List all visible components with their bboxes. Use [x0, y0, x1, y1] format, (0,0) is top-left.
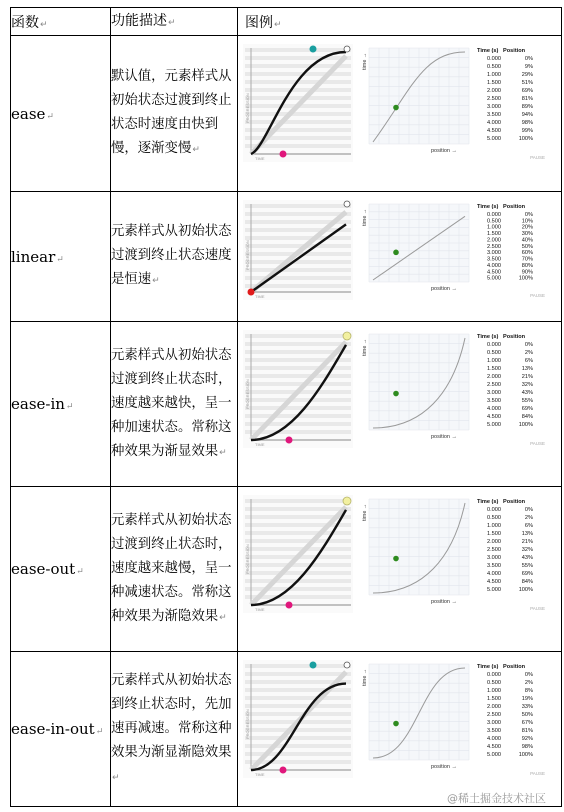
time-position-plot — [362, 664, 469, 770]
time-value: 2.500 — [487, 96, 501, 102]
function-name: ease-in-out↵ — [11, 652, 111, 807]
function-description: 元素样式从初始状态过渡到终止状态时，速度越来越慢，呈一种减速状态。常称这种效果为渐隐效果↵ — [111, 487, 238, 652]
easing-figure-ease-in-out — [243, 660, 548, 778]
time-header: Time (s) — [477, 334, 499, 340]
green-dot — [393, 721, 399, 727]
time-header: Time (s) — [477, 499, 499, 505]
time-value: 1.500 — [487, 80, 501, 86]
easing-figure-svg — [243, 330, 548, 448]
position-value: 100% — [518, 136, 533, 142]
position-value: 89% — [521, 104, 533, 110]
position-header: Position — [503, 48, 526, 54]
position-value: 100% — [518, 752, 533, 758]
function-name: ease-in↵ — [11, 322, 111, 487]
time-value: 4.000 — [487, 736, 501, 742]
position-value: 21% — [521, 374, 533, 380]
green-dot — [393, 105, 399, 111]
yellow-dot — [343, 497, 351, 505]
position-value: 20% — [521, 224, 533, 231]
magenta-dot — [280, 767, 287, 774]
preview-stripe — [245, 128, 351, 132]
time-value: 3.500 — [487, 256, 501, 263]
position-value: 40% — [521, 237, 533, 244]
time-value: 4.000 — [487, 571, 501, 577]
time-value: 0.000 — [487, 507, 501, 513]
time-position-plot — [362, 334, 469, 440]
preview-stripe — [245, 212, 351, 216]
position-value: 69% — [521, 571, 533, 577]
time-value: 4.000 — [487, 262, 501, 269]
position-value: 6% — [524, 523, 533, 529]
yellow-dot — [343, 332, 351, 340]
time-value: 2.000 — [487, 88, 501, 94]
end-dot — [344, 662, 350, 668]
position-value: 100% — [518, 587, 533, 593]
time-value: 1.000 — [487, 358, 501, 364]
animation-preview — [243, 330, 353, 448]
function-description: 元素样式从初始状态过渡到终止状态时，速度越来越快，呈一种加速状态。常称这种效果为渐显效果↵ — [111, 322, 238, 487]
preview-stripe — [245, 204, 351, 208]
function-name: ease↵ — [11, 36, 111, 192]
time-value: 0.000 — [487, 56, 501, 62]
green-dot — [393, 556, 399, 562]
progression-label: PROGRESSION — [245, 544, 250, 574]
time-value: 0.500 — [487, 680, 501, 686]
position-value: 55% — [521, 563, 533, 569]
time-value: 2.000 — [487, 539, 501, 545]
preview-stripe — [245, 260, 351, 264]
time-value: 0.000 — [487, 342, 501, 348]
preview-stripe — [245, 374, 351, 378]
header-description: 功能描述↵ — [111, 8, 238, 36]
time-value: 1.500 — [487, 696, 501, 702]
preview-stripe — [245, 88, 351, 92]
preview-stripe — [245, 539, 351, 543]
position-value: 33% — [521, 704, 533, 710]
time-value: 2.500 — [487, 547, 501, 553]
position-value: 100% — [518, 275, 533, 282]
preview-stripe — [245, 268, 351, 272]
preview-stripe — [245, 120, 351, 124]
time-small-label: TIME — [255, 156, 265, 161]
time-value: 3.000 — [487, 250, 501, 257]
time-small-label: TIME — [255, 294, 265, 299]
value-table — [477, 499, 545, 611]
position-header: Position — [503, 334, 526, 340]
position-axis-label: position → — [431, 434, 457, 440]
position-axis-label: position → — [431, 764, 457, 770]
position-value: 29% — [521, 72, 533, 78]
red-dot — [248, 289, 255, 296]
position-header: Position — [503, 204, 526, 210]
position-value: 84% — [521, 414, 533, 420]
watermark: @稀土掘金技术社区 — [447, 792, 546, 805]
position-value: 80% — [521, 262, 533, 269]
position-value: 2% — [524, 680, 533, 686]
position-value: 21% — [521, 539, 533, 545]
value-table — [477, 334, 545, 446]
animation-preview — [243, 44, 353, 162]
cyan-dot — [310, 46, 317, 53]
pause-label: PAUSE — [530, 155, 545, 160]
time-header: Time (s) — [477, 664, 499, 670]
position-value: 98% — [521, 120, 533, 126]
magenta-dot — [280, 151, 287, 158]
preview-stripe — [245, 499, 351, 503]
time-value: 0.000 — [487, 672, 501, 678]
preview-stripe — [245, 696, 351, 700]
time-header: Time (s) — [477, 204, 499, 210]
time-axis-label: time → — [362, 668, 368, 686]
position-value: 10% — [521, 218, 533, 225]
preview-stripe — [245, 672, 351, 676]
easing-figure-cell — [238, 322, 562, 487]
position-axis-label: position → — [431, 148, 457, 154]
time-value: 1.500 — [487, 366, 501, 372]
time-small-label: TIME — [255, 442, 265, 447]
position-value: 32% — [521, 547, 533, 553]
header-row — [11, 8, 562, 36]
time-small-label: TIME — [255, 772, 265, 777]
time-small-label: TIME — [255, 607, 265, 612]
time-value: 5.000 — [487, 422, 501, 428]
time-value: 3.000 — [487, 555, 501, 561]
time-value: 0.500 — [487, 218, 501, 225]
time-value: 1.000 — [487, 224, 501, 231]
position-value: 13% — [521, 366, 533, 372]
preview-stripe — [245, 382, 351, 386]
position-value: 94% — [521, 112, 533, 118]
easing-figure-cell — [238, 652, 562, 807]
progression-label: PROGRESSION — [245, 709, 250, 739]
position-value: 51% — [521, 80, 533, 86]
time-value: 1.500 — [487, 531, 501, 537]
time-axis-label: time → — [362, 52, 368, 70]
easing-figure-ease-out — [243, 495, 548, 613]
position-value: 8% — [524, 688, 533, 694]
preview-stripe — [245, 398, 351, 402]
position-value: 2% — [524, 350, 533, 356]
green-dot — [393, 250, 399, 256]
time-position-plot — [362, 204, 469, 292]
row-ease — [11, 36, 562, 192]
time-value: 5.000 — [487, 752, 501, 758]
preview-stripe — [245, 72, 351, 76]
position-value: 2% — [524, 515, 533, 521]
animation-preview — [243, 660, 353, 778]
time-value: 4.500 — [487, 414, 501, 420]
preview-stripe — [245, 664, 351, 668]
position-value: 0% — [524, 507, 533, 513]
preview-stripe — [245, 96, 351, 100]
position-value: 0% — [524, 342, 533, 348]
animation-preview — [243, 200, 353, 300]
position-value: 50% — [521, 712, 533, 718]
preview-stripe — [245, 728, 351, 732]
magenta-dot — [286, 437, 293, 444]
pause-label: PAUSE — [530, 606, 545, 611]
position-value: 0% — [524, 56, 533, 62]
preview-stripe — [245, 112, 351, 116]
position-value: 69% — [521, 88, 533, 94]
time-axis-label: time → — [362, 338, 368, 356]
time-value: 3.500 — [487, 728, 501, 734]
pause-label: PAUSE — [530, 441, 545, 446]
position-value: 99% — [521, 128, 533, 134]
header-legend: 图例↵ — [238, 8, 562, 36]
time-value: 4.500 — [487, 744, 501, 750]
time-value: 2.000 — [487, 704, 501, 710]
animation-preview — [243, 495, 353, 613]
end-dot — [344, 201, 350, 207]
position-header: Position — [503, 664, 526, 670]
time-value: 5.000 — [487, 587, 501, 593]
position-value: 60% — [521, 250, 533, 257]
preview-stripe — [245, 704, 351, 708]
preview-stripe — [245, 406, 351, 410]
preview-stripe — [245, 752, 351, 756]
position-value: 50% — [521, 243, 533, 250]
position-value: 32% — [521, 382, 533, 388]
position-value: 84% — [521, 579, 533, 585]
easing-figure-svg — [243, 200, 548, 300]
row-ease-out — [11, 487, 562, 652]
time-value: 3.500 — [487, 398, 501, 404]
position-value: 6% — [524, 358, 533, 364]
position-value: 90% — [521, 269, 533, 276]
preview-stripe — [245, 342, 351, 346]
time-value: 2.500 — [487, 712, 501, 718]
time-value: 2.500 — [487, 382, 501, 388]
time-value: 1.000 — [487, 72, 501, 78]
position-value: 43% — [521, 390, 533, 396]
easing-figure-cell — [238, 487, 562, 652]
function-description: 元素样式从初始状态过渡到终止状态速度是恒速↵ — [111, 192, 238, 322]
position-value: 0% — [524, 212, 533, 218]
value-table — [477, 204, 545, 298]
preview-stripe — [245, 547, 351, 551]
preview-stripe — [245, 244, 351, 248]
preview-stripe — [245, 563, 351, 567]
easing-figure-ease — [243, 44, 548, 162]
preview-stripe — [245, 366, 351, 370]
time-value: 2.000 — [487, 237, 501, 244]
value-table — [477, 48, 545, 160]
end-dot — [344, 46, 350, 52]
time-value: 4.500 — [487, 128, 501, 134]
preview-stripe — [245, 736, 351, 740]
easing-figure-cell — [238, 192, 562, 322]
green-dot — [393, 391, 399, 397]
position-value: 70% — [521, 256, 533, 263]
pause-label: PAUSE — [530, 293, 545, 298]
position-value: 67% — [521, 720, 533, 726]
time-value: 4.500 — [487, 579, 501, 585]
easing-figure-cell — [238, 36, 562, 192]
position-header: Position — [503, 499, 526, 505]
position-value: 30% — [521, 231, 533, 238]
time-value: 4.000 — [487, 406, 501, 412]
preview-stripe — [245, 276, 351, 280]
time-axis-label: time → — [362, 208, 368, 226]
preview-stripe — [245, 56, 351, 60]
time-axis-label: time → — [362, 503, 368, 521]
preview-stripe — [245, 744, 351, 748]
time-value: 1.500 — [487, 231, 501, 238]
time-value: 0.000 — [487, 212, 501, 218]
time-value: 0.500 — [487, 64, 501, 70]
preview-stripe — [245, 136, 351, 140]
easing-figure-svg — [243, 660, 548, 778]
position-value: 9% — [524, 64, 533, 70]
preview-stripe — [245, 507, 351, 511]
time-value: 2.000 — [487, 374, 501, 380]
position-value: 43% — [521, 555, 533, 561]
easing-figure-svg — [243, 44, 548, 162]
time-value: 3.000 — [487, 104, 501, 110]
time-value: 0.500 — [487, 350, 501, 356]
cyan-dot — [310, 662, 317, 669]
easing-figure-svg — [243, 495, 548, 613]
position-value: 55% — [521, 398, 533, 404]
time-value: 5.000 — [487, 136, 501, 142]
pause-label: PAUSE — [530, 771, 545, 776]
preview-stripe — [245, 531, 351, 535]
progression-label: PROGRESSION — [245, 379, 250, 409]
position-value: 0% — [524, 672, 533, 678]
position-value: 13% — [521, 531, 533, 537]
time-value: 0.500 — [487, 515, 501, 521]
position-axis-label: position → — [431, 599, 457, 605]
preview-stripe — [245, 712, 351, 716]
time-value: 1.000 — [487, 688, 501, 694]
time-value: 2.500 — [487, 243, 501, 250]
easing-table — [10, 7, 562, 807]
time-value: 4.000 — [487, 120, 501, 126]
preview-stripe — [245, 334, 351, 338]
position-value: 81% — [521, 728, 533, 734]
time-position-plot — [362, 499, 469, 605]
position-value: 92% — [521, 736, 533, 742]
function-name: linear↵ — [11, 192, 111, 322]
row-ease-in — [11, 322, 562, 487]
function-description: 元素样式从初始状态到终止状态时，先加速再减速。常称这种效果为渐显渐隐效果↵ — [111, 652, 238, 807]
function-description: 默认值，元素样式从初始状态过渡到终止状态时速度由快到慢，逐渐变慢↵ — [111, 36, 238, 192]
time-value: 3.500 — [487, 112, 501, 118]
function-name: ease-out↵ — [11, 487, 111, 652]
position-value: 100% — [518, 422, 533, 428]
time-position-plot — [362, 48, 469, 154]
preview-stripe — [245, 236, 351, 240]
position-value: 69% — [521, 406, 533, 412]
value-table — [477, 664, 545, 776]
preview-stripe — [245, 571, 351, 575]
preview-stripe — [245, 48, 351, 52]
time-value: 1.000 — [487, 523, 501, 529]
progression-label: PROGRESSION — [245, 93, 250, 123]
position-value: 98% — [521, 744, 533, 750]
row-linear — [11, 192, 562, 322]
magenta-dot — [286, 602, 293, 609]
position-value: 81% — [521, 96, 533, 102]
position-axis-label: position → — [431, 286, 457, 292]
time-value: 5.000 — [487, 275, 501, 282]
row-ease-in-out — [11, 652, 562, 807]
time-value: 4.500 — [487, 269, 501, 276]
preview-stripe — [245, 688, 351, 692]
time-value: 3.500 — [487, 563, 501, 569]
time-header: Time (s) — [477, 48, 499, 54]
header-function: 函数↵ — [11, 8, 111, 36]
easing-figure-ease-in — [243, 330, 548, 448]
preview-stripe — [245, 587, 351, 591]
position-value: 19% — [521, 696, 533, 702]
easing-figure-linear — [243, 200, 548, 300]
time-value: 3.000 — [487, 390, 501, 396]
preview-stripe — [245, 422, 351, 426]
time-value: 3.000 — [487, 720, 501, 726]
progression-label: PROGRESSION — [245, 240, 250, 270]
